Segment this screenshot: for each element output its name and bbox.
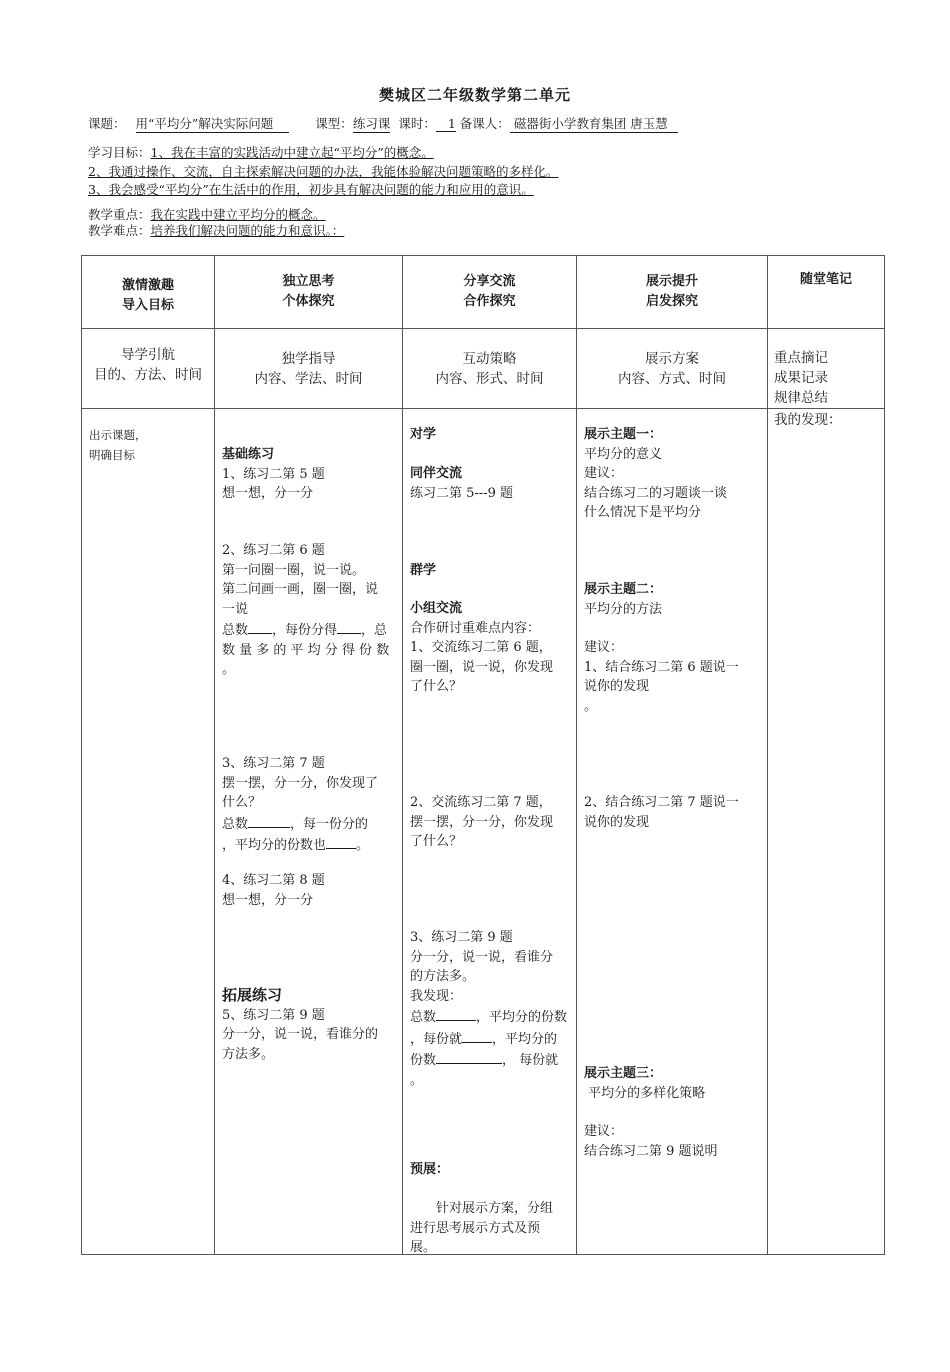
table-header-row xyxy=(82,256,885,329)
goal-line-2 xyxy=(88,162,558,180)
subheader-cell: 重点摘记 成果记录 规律总结 xyxy=(768,329,885,409)
preparer-label: 备课人： xyxy=(459,116,510,131)
peer-exchange-title: 同伴交流 xyxy=(410,466,463,481)
exercise-line: 5、练习二第 9 题 xyxy=(222,1007,325,1023)
showcase-topic-2-title: 展示主题二： xyxy=(584,582,663,597)
page-title: 樊城区二年级数学第二单元 xyxy=(378,86,571,104)
difficulty-label: 教学难点： xyxy=(88,223,151,238)
goal-item: 1、我在丰富的实践活动中建立起“平均分”的概念。 xyxy=(150,145,434,160)
table-subheader-row xyxy=(82,329,885,409)
fill-line: 总数 ，每一份分的 xyxy=(222,813,398,835)
difficulty-line xyxy=(88,221,344,239)
goals-label: 学习目标： xyxy=(88,145,151,160)
subheader-cell: 展示方案 内容、方式、时间 xyxy=(577,329,768,409)
showcase-line: 平均分的多样化策略 xyxy=(584,1085,706,1101)
body-cell-cooperation xyxy=(403,409,577,1255)
topic-label: 课题： xyxy=(88,116,126,131)
body-cell-intro xyxy=(82,409,215,1255)
exercise-line: 第一问圈一圈，说一说。 xyxy=(222,562,366,578)
discussion-line: 1、交流练习二第 6 题， xyxy=(410,640,552,655)
preview-line: 针对展示方案，分组 xyxy=(436,1201,554,1216)
extension-practice-title: 拓展练习 xyxy=(222,986,283,1004)
fill-blank[interactable] xyxy=(436,1006,476,1021)
header-cell-cooperation: 分享交流 合作探究 xyxy=(403,256,577,329)
subheader-cell: 独学指导 内容、学法、时间 xyxy=(215,329,403,409)
exercise-line: 1、练习二第 5 题 xyxy=(222,466,325,482)
fill-blank[interactable] xyxy=(326,834,356,849)
lesson-type-label: 课型： xyxy=(315,116,353,131)
fill-blank[interactable] xyxy=(337,619,361,634)
fill-blank[interactable] xyxy=(436,1049,502,1064)
preparer-value: 磁器街小学教育集团 唐玉慧 xyxy=(510,114,678,133)
showcase-line: 建议： xyxy=(584,466,624,481)
preview-title: 预展： xyxy=(410,1162,450,1177)
fill-line: ，平均分的份数也 。 xyxy=(222,834,398,856)
fill-line: 。 xyxy=(410,1072,424,1088)
showcase-topic-1-title: 展示主题一： xyxy=(584,427,663,442)
discussion-line: 了什么？ xyxy=(410,679,463,694)
fill-blank[interactable] xyxy=(248,813,290,828)
intro-line: 出示课题， xyxy=(89,428,147,442)
showcase-line: 平均分的方法 xyxy=(584,601,663,617)
discussion-line: 2、交流练习二第 7 题， xyxy=(410,795,552,810)
subheader-cell: 导学引航 目的、方法、时间 xyxy=(82,329,215,409)
peer-exchange-text: 练习二第 5---9 题 xyxy=(410,485,513,501)
hours-value: 1 xyxy=(436,116,456,132)
discussion-line: 了什么？ xyxy=(410,834,463,849)
fill-line: 总数 ，每份分得 ，总 xyxy=(222,619,398,641)
showcase-line: 什么情况下是平均分 xyxy=(584,505,702,520)
fill-blank[interactable] xyxy=(462,1028,492,1043)
showcase-line: 2、结合练习二第 7 题说一 xyxy=(584,795,739,810)
lesson-meta-line xyxy=(88,114,678,133)
exercise-line: 想一想，分一分 xyxy=(222,892,314,908)
showcase-line: 。 xyxy=(584,698,598,714)
fill-blank[interactable] xyxy=(248,619,272,634)
basic-practice-title: 基础练习 xyxy=(222,447,275,462)
discussion-line: 我发现： xyxy=(410,988,463,1004)
key-point-label: 教学重点： xyxy=(88,207,151,222)
body-cell-individual xyxy=(215,409,403,1255)
exercise-line: 摆一摆，分一分，你发现了 xyxy=(222,775,379,791)
exercise-line: 方法多。 xyxy=(222,1046,275,1062)
header-cell-individual: 独立思考 个体探究 xyxy=(215,256,403,329)
fill-line: ，每份就 ，平均分的 xyxy=(410,1028,574,1050)
discussion-line: 的方法多。 xyxy=(410,969,476,984)
fill-line: 份数 ， 每份就 xyxy=(410,1049,574,1071)
goal-item: 3、我会感受“平均分”在生活中的作用，初步具有解决问题的能力和应用的意识。 xyxy=(88,182,534,197)
showcase-line: 结合练习二的习题谈一谈 xyxy=(584,485,728,501)
preview-line: 展。 xyxy=(410,1240,437,1255)
showcase-line: 结合练习二第 9 题说明 xyxy=(584,1143,718,1159)
showcase-line: 1、结合练习二第 6 题说一 xyxy=(584,659,739,675)
pair-study-title: 对学 xyxy=(410,427,437,442)
group-exchange-intro: 合作研讨重难点内容： xyxy=(410,620,541,636)
difficulty-text: 培养我们解决问题的能力和意识。 xyxy=(150,223,332,238)
exercise-line: 什么？ xyxy=(222,795,262,810)
showcase-line: 说你的发现 xyxy=(584,814,650,830)
exercise-line: 想一想，分一分 xyxy=(222,486,314,501)
exercise-line: 3、练习二第 7 题 xyxy=(222,756,325,771)
topic-value: 用“平均分”解决实际问题 xyxy=(136,114,290,133)
header-cell-showcase: 展示提升 启发探究 xyxy=(577,256,768,329)
lesson-plan-table xyxy=(81,255,885,1255)
showcase-line: 建议： xyxy=(584,1124,624,1139)
hours-label: 课时： xyxy=(398,116,436,131)
exercise-line: 第二问画一画，圈一圈，说 xyxy=(222,582,379,597)
showcase-line: 说你的发现 xyxy=(584,679,650,694)
key-point-text: 我在实践中建立平均分的概念。 xyxy=(150,207,326,222)
fill-line: 总数 ，平均分的份数 xyxy=(410,1006,574,1028)
discussion-line: 摆一摆，分一分，你发现 xyxy=(410,814,554,830)
exercise-line: 4、练习二第 8 题 xyxy=(222,873,325,888)
lesson-type-value: 练习课 xyxy=(352,116,391,131)
discussion-line: 分一分，说一说，看谁分 xyxy=(410,949,554,965)
my-findings-label: 我的发现： xyxy=(774,412,842,428)
body-cell-showcase xyxy=(577,409,768,1255)
subheader-cell: 互动策略 内容、形式、时间 xyxy=(403,329,577,409)
showcase-line: 平均分的意义 xyxy=(584,446,663,462)
goal-item: 2、我通过操作、交流，自主探索解决问题的办法，我能体验解决问题策略的多样化。 xyxy=(88,164,559,179)
header-cell-intro: 激情激趣 导入目标 xyxy=(82,256,215,329)
exercise-line: 2、练习二第 6 题 xyxy=(222,543,325,558)
table-body-row xyxy=(82,409,885,1255)
exercise-line: 一说 xyxy=(222,601,249,617)
goal-line-3 xyxy=(88,180,534,198)
discussion-line: 圈一圈，说一说，你发现 xyxy=(410,659,554,675)
group-exchange-title: 小组交流 xyxy=(410,601,463,616)
body-cell-notes xyxy=(768,409,885,1255)
header-cell-notes: 随堂笔记 xyxy=(768,256,885,329)
preview-line: 进行思考展示方式及预 xyxy=(410,1220,541,1236)
group-study-title: 群学 xyxy=(410,563,437,578)
fill-line: 。 xyxy=(222,662,236,677)
intro-line: 明确目标 xyxy=(89,448,135,462)
exercise-line: 分一分，说一说，看谁分的 xyxy=(222,1027,379,1042)
showcase-topic-3-title: 展示主题三： xyxy=(584,1066,663,1081)
goal-line-1 xyxy=(88,143,434,161)
fill-line: 数 量 多 的 平 均 分 得 份 数 xyxy=(222,642,390,658)
difficulty-tail: ： xyxy=(331,223,345,238)
discussion-line: 3、练习二第 9 题 xyxy=(410,930,513,945)
showcase-line: 建议： xyxy=(584,640,624,655)
